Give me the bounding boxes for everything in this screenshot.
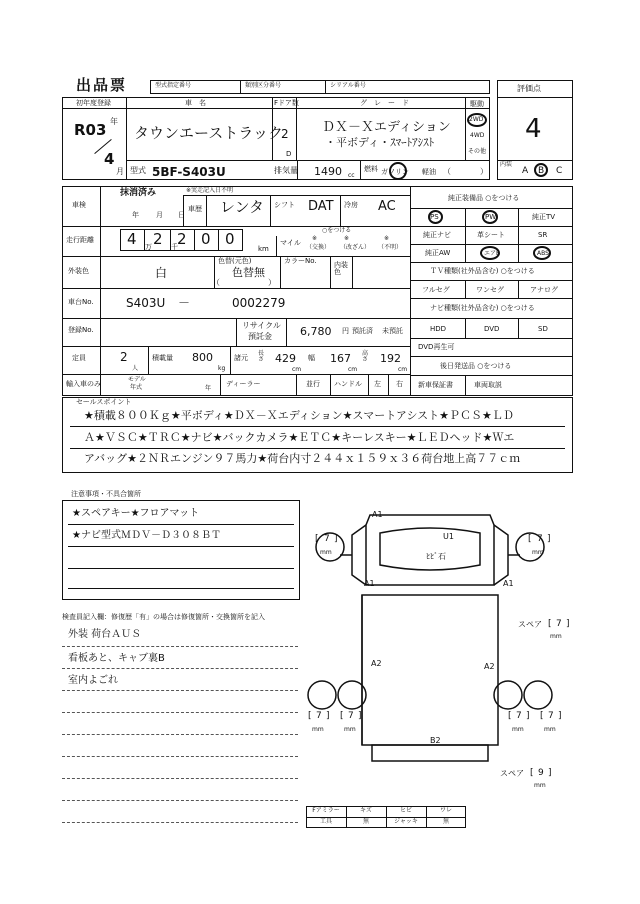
tire-depth-front-right: 7 [537,534,543,544]
later-docs-title: 後日発送品 ○をつける [440,362,512,370]
equip-leather: 革シート [477,231,505,239]
inspector-label: 検査員記入欄：修復歴「有」の場合は修復箇所・交換箇所を記入 [62,613,265,621]
fuel-circle-mark [389,162,407,180]
grade-line-2: ・平ボディ・ｽﾏｰﾄｱｼｽﾄ [325,136,435,149]
height-value: 192 [380,352,401,365]
displacement-value: 1490 [314,165,342,178]
form-title: 出品票 [76,76,128,94]
first-reg-label: 初年度登録 [76,99,111,107]
doors-label: Fドア数 [274,99,299,107]
meter-tampered: （改ざん） [340,244,371,251]
first-reg-month: 4 [104,150,115,168]
score-value: 4 [525,114,542,144]
serial-no-label: シリアル番号 [330,82,366,89]
sales-line: アバッグ★２ＮＲエンジン９７馬力★荷台内寸２４４ｘ１５９ｘ３６荷台地上高７７ｃｍ [84,452,521,465]
car-name-label: 車 名 [185,99,206,107]
mileage-digit: 4 [127,230,137,248]
car-name: タウンエーストラック [134,124,283,142]
drive-4wd: 4WD [470,132,485,139]
chip-damage-label: ﾋﾋﾞ石 [426,552,446,561]
recycle-amount: 6,780 [300,325,332,338]
drive-other: その他 [468,148,487,155]
tire-depth-spare-top: 7 [556,619,562,629]
equip-airbag: エアB [484,250,501,257]
tire-depth-rear-left-2: 7 [348,711,354,721]
length-value: 429 [275,352,296,365]
tire-depth-rear-left-1: 7 [316,711,322,721]
notes-label: 注意事項・不具合箇所 [68,491,144,498]
ac-value: AC [378,199,396,214]
equipment-title: 純正装備品 ○をつける [448,194,520,202]
fuel-diesel: 軽油 [422,168,436,176]
equip-pw: PW [485,213,497,221]
exterior-color: 白 [155,266,168,280]
tv-title: ＴＶ種類(社外品含む) ○をつける [430,267,535,275]
equip-sr: SR [538,231,548,239]
chassis-prefix: S403U [126,296,166,310]
chassis-number: 0002279 [232,296,286,310]
sales-line: Ａ★ＶＳＣ★ＴＲＣ★ナビ★バックカメラ★ＥＴＣ★キーレスキー★ＬＥＤヘッド★Ｗエ [84,431,515,444]
mileage-digit: 0 [225,230,235,248]
seats-value: 2 [120,350,128,364]
tire-depth-rear-right-2: 7 [548,711,554,721]
type-no-label: 型式指定番号 [155,82,192,89]
tire-depth-rear-right-1: 7 [516,711,522,721]
sales-line: ★積載８００Ｋｇ★平ボディ★ＤＸ－Ｘエディション★スマートアシスト★ＰＣＳ★ＬＤ [84,409,514,422]
inspector-line: 看板あと、キャブ裏B [68,653,165,664]
grade-line-1: ＤＸ－Ｘエディション [322,120,451,135]
model-code: 5BF-S403U [152,165,226,179]
mileage-digit: 2 [177,230,187,248]
equip-ps: PS [430,213,439,221]
fuel-gasoline: ガソリン [381,168,409,176]
notes-line: ★ナビ型式ＭＤＶ－Ｄ３０８ＢＴ [72,530,221,541]
equip-tv: 純正TV [532,213,556,221]
score-label: 評価点 [517,84,541,93]
equip-navi: 純正ナビ [423,231,451,239]
width-value: 167 [330,352,351,365]
meter-unknown: （不明） [378,244,403,251]
header-number-box [150,80,490,94]
sales-label: セールスポイント [76,398,132,406]
history-value: レンタ [220,198,265,216]
shift-value: DAT [308,199,334,214]
tire-depth-front-left: 7 [324,534,330,544]
first-reg-year: R03 [74,121,107,139]
interior-grade-c: C [556,166,563,176]
tire-depth-spare-bottom: 9 [538,768,544,778]
load-value: 800 [192,351,213,364]
original-color: 色替無 [232,266,265,279]
class-no-label: 類別区分番号 [245,82,282,89]
meter-exchanged: （交換） [306,244,331,251]
navi-title: ナビ種類(社外品含む) ○をつける [430,304,535,312]
notes-line: ★スペアキー★フロアマット [72,508,200,519]
mileage-digit: 2 [153,230,163,248]
drive-label: 駆動 [470,100,484,108]
interior-grade-a: A [522,166,529,176]
spare-label-top: スペア [518,620,542,629]
equip-abs: ABS [537,250,549,257]
mileage-digit: 0 [201,230,211,248]
grade-label: グ レ ー ド [360,99,409,107]
drive-2wd: 2WD [469,116,484,123]
inspector-line: 室内よごれ [68,675,118,686]
equip-aw: 純正AW [425,249,451,257]
inspector-line: 外装 荷台ＡＵＳ [68,629,142,640]
doors-value: 2 [281,127,289,141]
interior-grade-b: B [538,166,545,176]
inspection-status: 抹消済み [120,188,157,198]
spare-label-bottom: スペア [500,769,524,778]
